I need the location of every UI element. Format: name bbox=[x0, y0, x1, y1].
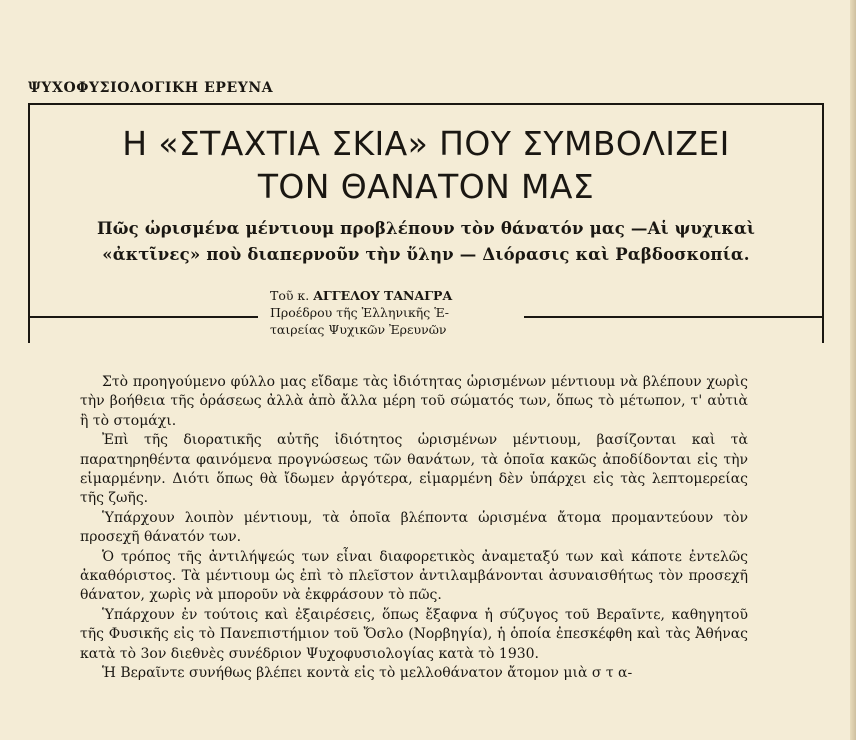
paragraph: Ὑπάρχουν λοιπὸν μέντιουμ, τὰ ὁποῖα βλέποντα ὡρισμένα ἄτομα προμαντεύουν τὸν προσεχῆ θάνατόν των. bbox=[80, 509, 748, 546]
byline-role-line-2: ταιρείας Ψυχικῶν Ἐρευνῶν bbox=[270, 322, 447, 337]
paragraph: Ἡ Βεραῖντε συνήθως βλέπει κοντὰ εἰς τὸ μελλοθάνατον ἄτομον μιὰ σ τ α- bbox=[102, 665, 633, 682]
section-label: ΨΥΧΟΦΥΣΙΟΛΟΓΙΚΗ ΕΡΕΥΝΑ bbox=[28, 80, 274, 96]
byline-rule-right bbox=[524, 316, 824, 318]
subheadline-line-1: Πῶς ὡρισμένα μέντιουμ προβλέπουν τὸν θάνατόν μας —Αἱ ψυχικαὶ bbox=[96, 219, 756, 238]
byline-prefix: Τοῦ κ. bbox=[270, 288, 310, 303]
paragraph: Ὑπάρχουν ἐν τούτοις καὶ ἐξαιρέσεις, ὅπως ἔξαφνα ἡ σύζυγος τοῦ Βεραῖντε, καθηγητοῦ τῆς Φυσικῆς εἰς τὸ Πανεπιστήμιον τοῦ Ὄσλο (Νορβηγία), ἡ ὁποία ἐπεσκέφθη καὶ τὰς Ἀθήνας κατὰ τὸ 3ον διεθνὲς συνέδριον Ψυχοφυσιολογίας κατὰ τὸ 1930. bbox=[80, 606, 748, 662]
article-body bbox=[80, 373, 748, 684]
subheadline-line-2: «ἀκτῖνες» ποὺ διαπερνοῦν τὴν ὕλην — Διόρασις καὶ Ραβδοσκοπία. bbox=[102, 245, 750, 264]
byline-role-line-1: Προέδρου τῆς Ἑλληνικῆς Ἑ- bbox=[270, 305, 449, 320]
byline bbox=[270, 287, 510, 338]
paragraph: Ἐπὶ τῆς διορατικῆς αὐτῆς ἰδιότητος ὡρισμένων μέντιουμ, βασίζονται καὶ τὰ παρατηρηθέντα φαινόμενα προγνώσεως τῶν θανάτων, τὰ ὁποῖα κακῶς ἀποδίδονται εἰς τὴν εἱμαρμένην. Διότι ὅπως θὰ ἴδωμεν ἀργότερα, εἱμαρμένη δὲν ὑπάρχει εἰς τὰς λεπτομερείας τῆς ζωῆς. bbox=[80, 432, 748, 507]
headline-line-1: Η «ΣΤΑΧΤΙΑ ΣΚΙΑ» ΠΟΥ ΣΥΜΒΟΛΙΖΕΙ bbox=[122, 124, 730, 163]
byline-rule-left bbox=[28, 316, 258, 318]
byline-author: ΑΓΓΕΛΟΥ ΤΑΝΑΓΡΑ bbox=[313, 288, 453, 303]
paragraph: Ὁ τρόπος τῆς ἀντιλήψεώς των εἶναι διαφορετικὸς ἀναμεταξύ των καὶ κάποτε ἐντελῶς ἀκαθόριστος. Τὰ μέντιουμ ὡς ἐπὶ τὸ πλεῖστον ἀντιλαμβάνονται ἀσυναισθήτως τὸν προσεχῆ θάνατον, χωρὶς νὰ μποροῦν νὰ ἐκφράσουν τὸ πῶς. bbox=[80, 548, 748, 604]
page-edge-shadow bbox=[850, 0, 856, 740]
headline-line-2: ΤΟΝ ΘΑΝΑΤΟΝ ΜΑΣ bbox=[257, 167, 595, 206]
paragraph: Στὸ προηγούμενο φύλλο μας εἴδαμε τὰς ἰδιότητας ὡρισμένων μέντιουμ νὰ βλέπουν χωρὶς τὴν βοήθεια τῆς ὁράσεως ἀλλὰ ἀπὸ ἄλλα μέρη τοῦ σώματός των, ὅπως τὸ μέτωπον, τ' αὐτιὰ ἢ τὸ στομάχι. bbox=[80, 374, 748, 429]
